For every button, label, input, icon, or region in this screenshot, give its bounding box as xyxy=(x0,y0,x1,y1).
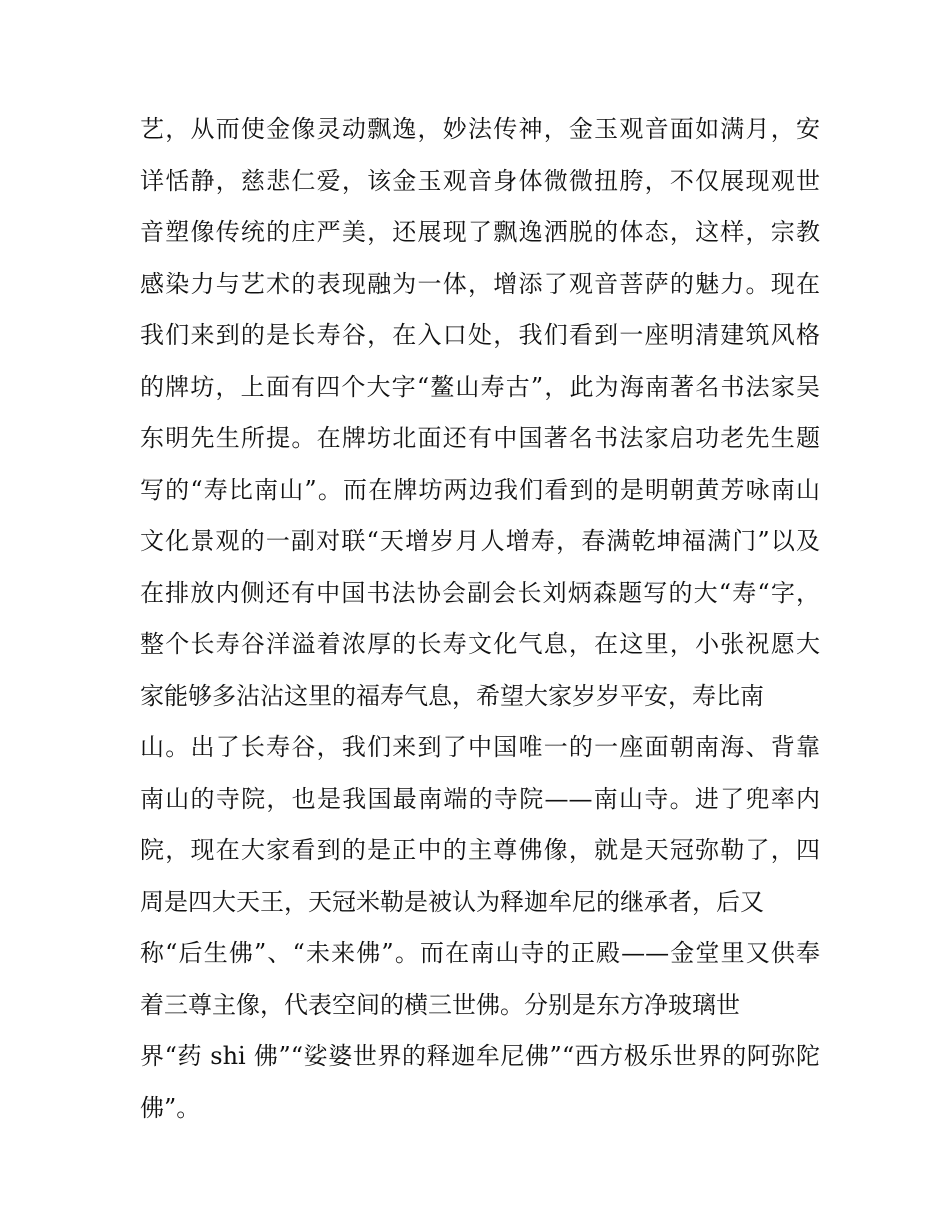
text-line: 在排放内侧还有中国书法协会副会长刘炳森题写的大“寿“字， xyxy=(140,578,820,607)
text-line: 详恬静，慈悲仁爱，该金玉观音身体微微扭胯，不仅展现观世 xyxy=(140,166,820,195)
text-line: 家能够多沾沾这里的福寿气息，希望大家岁岁平安，寿比南 xyxy=(140,681,764,710)
text-line: 艺，从而使金像灵动飘逸，妙法传神，金玉观音面如满月，安 xyxy=(140,115,820,143)
text-line: 界“药 shi 佛”“娑婆世界的释迦牟尼佛”“西方极乐世界的阿弥陀 xyxy=(140,1042,820,1070)
text-line: 院，现在大家看到的是正中的主尊佛像，就是天冠弥勒了，四 xyxy=(140,836,820,864)
text-line: 周是四大天王，天冠米勒是被认为释迦牟尼的继承者，后又 xyxy=(140,887,764,916)
text-line: 写的“寿比南山”。而在牌坊两边我们看到的是明朝黄芳咏南山 xyxy=(140,475,820,504)
text-line: 南山的寺院，也是我国最南端的寺院——南山寺。进了兜率内 xyxy=(140,784,820,813)
text-line: 东明先生所提。在牌坊北面还有中国著名书法家启功老先生题 xyxy=(140,424,820,452)
text-line: 文化景观的一副对联“天增岁月人增寿，春满乾坤福满门”以及 xyxy=(140,527,820,555)
text-line: 称“后生佛”、“未来佛”。而在南山寺的正殿——金堂里又供奉 xyxy=(140,939,820,967)
body-text xyxy=(140,104,820,1134)
text-line: 佛”。 xyxy=(140,1093,201,1122)
text-line: 我们来到的是长寿谷，在入口处，我们看到一座明清建筑风格 xyxy=(140,321,820,349)
text-line: 感染力与艺术的表现融为一体，增添了观音菩萨的魅力。现在 xyxy=(140,269,820,298)
text-line: 的牌坊，上面有四个大字“鳌山寿古”，此为海南著名书法家吴 xyxy=(140,372,820,401)
text-line: 山。出了长寿谷，我们来到了中国唯一的一座面朝南海、背靠 xyxy=(140,733,820,761)
text-line: 着三尊主像，代表空间的横三世佛。分别是东方净玻璃世 xyxy=(140,990,740,1019)
text-line: 音塑像传统的庄严美，还展现了飘逸洒脱的体态，这样，宗教 xyxy=(140,218,820,246)
text-line: 整个长寿谷洋溢着浓厚的长寿文化气息，在这里，小张祝愿大 xyxy=(140,630,820,658)
